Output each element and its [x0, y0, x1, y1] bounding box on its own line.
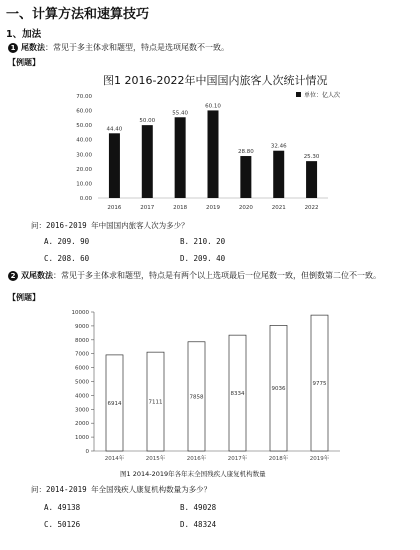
chart1-xtick-label: 2017: [140, 205, 155, 211]
chart1-value-label: 50.00: [139, 118, 156, 125]
chart1-xtick-label: 2022: [304, 205, 319, 211]
chart1-ytick-label: 0.00: [79, 196, 92, 202]
chart1-value-label: 44.40: [106, 126, 123, 133]
chart1-bar: [273, 151, 284, 198]
method1-desc: ：常见于多主体求和题型，特点是选项尾数不一致。: [45, 43, 229, 52]
q2-option-c: C. 50126: [44, 520, 81, 529]
q1-option-a: A. 209. 90: [44, 237, 90, 246]
method2-line: [8, 270, 381, 281]
chart1-bar: [175, 117, 186, 198]
chart1-ytick-label: 70.00: [76, 94, 92, 100]
chart2-xtick-label: 2014年: [104, 456, 125, 462]
chart2-ytick-label: 1000: [75, 435, 89, 442]
q1-option-d: D. 209. 40: [180, 254, 226, 263]
chart1-xtick-label: 2020: [238, 205, 253, 211]
example-tag-2: 【例题】: [8, 293, 40, 302]
chart1-value-label: 32.46: [270, 143, 287, 150]
q1-option-c: C. 208. 60: [44, 254, 90, 263]
method2-desc: ：常见于多主体求和题型，特点是有两个以上选项最后一位尾数一致，但倒数第二位不一致。: [53, 271, 381, 280]
chart1-legend-text: 单位：亿人次: [304, 92, 341, 99]
chart2-ytick-label: 0: [85, 449, 89, 455]
q2-option-d: D. 48324: [180, 520, 217, 529]
chart1-bar: [306, 161, 317, 198]
chart2-ytick-label: 8000: [75, 337, 89, 344]
chart2-ytick-label: 4000: [75, 393, 89, 400]
chart1-legend-swatch: [296, 92, 301, 97]
chart1-value-label: 28.80: [237, 149, 254, 156]
chart2-value-label: 9036: [271, 386, 286, 393]
chart1-bar: [240, 156, 251, 198]
chart1-xtick-label: 2016: [107, 205, 122, 211]
chart1-plot: [60, 86, 410, 214]
q2-option-a: A. 49138: [44, 503, 81, 512]
chart2-ytick-label: 9000: [75, 323, 89, 330]
subsection-title: 1、加法: [6, 29, 42, 40]
chart1-bar: [142, 125, 153, 198]
chart1-ytick-label: 40.00: [76, 137, 92, 144]
chart1-value-label: 25.30: [303, 154, 320, 161]
chart2-value-label: 8334: [230, 391, 245, 398]
q2-option-b: B. 49028: [180, 503, 217, 512]
chart2-xtick-label: 2015年: [145, 456, 166, 462]
chart2-xtick-label: 2018年: [268, 456, 289, 462]
question-2: 问：2014-2019 年全国残疾人康复机构数量为多少？: [31, 485, 212, 494]
chart1-ytick-label: 50.00: [76, 123, 92, 130]
chart2-xtick-label: 2016年: [186, 456, 207, 462]
method1-line: [8, 42, 229, 53]
method1-number: 1: [8, 43, 18, 53]
chart2-ytick-label: 6000: [75, 365, 89, 372]
chart2-xtick-label: 2019年: [309, 456, 330, 462]
chart2-value-label: 7858: [189, 394, 204, 401]
chart2-value-label: 6914: [107, 400, 122, 407]
chart2-plot: [62, 306, 347, 464]
example-tag-1: 【例题】: [8, 58, 40, 67]
method2-number: 2: [8, 271, 18, 281]
chart1-xtick-label: 2018: [173, 205, 188, 211]
chart2-ytick-label: 2000: [75, 421, 89, 428]
chart2-value-label: 9775: [312, 381, 327, 388]
chart1-title: 图1 2016-2022年中国国内旅客人次统计情况: [103, 74, 328, 87]
question-1: 问：2016-2019 年中国国内旅客人次为多少？: [31, 221, 189, 230]
chart1-value-label: 55.40: [172, 110, 189, 117]
chart1-ytick-label: 20.00: [76, 166, 92, 173]
section-title: 一、计算方法和速算技巧: [6, 7, 150, 22]
chart2-xtick-label: 2017年: [227, 456, 248, 462]
chart1-xtick-label: 2019: [206, 205, 220, 211]
chart2-value-label: 7111: [148, 399, 163, 406]
method1-name: 尾数法: [21, 43, 45, 52]
q1-option-b: B. 210. 20: [180, 237, 226, 246]
chart2-title: 图1 2014-2019年各年末全国残疾人康复机构数量: [120, 470, 266, 478]
chart1-xtick-label: 2021: [271, 205, 286, 211]
method2-name: 双尾数法: [21, 271, 53, 280]
chart1-ytick-label: 60.00: [76, 108, 92, 115]
chart1-ytick-label: 30.00: [76, 152, 92, 159]
chart2-ytick-label: 10000: [71, 310, 89, 316]
chart1-value-label: 60.10: [205, 103, 221, 110]
chart1-bar: [208, 110, 219, 198]
chart1-ytick-label: 10.00: [76, 181, 92, 188]
chart2-ytick-label: 7000: [75, 351, 89, 358]
chart2-ytick-label: 5000: [75, 379, 89, 386]
chart2-ytick-label: 3000: [75, 407, 89, 414]
chart1-bar: [109, 133, 120, 198]
